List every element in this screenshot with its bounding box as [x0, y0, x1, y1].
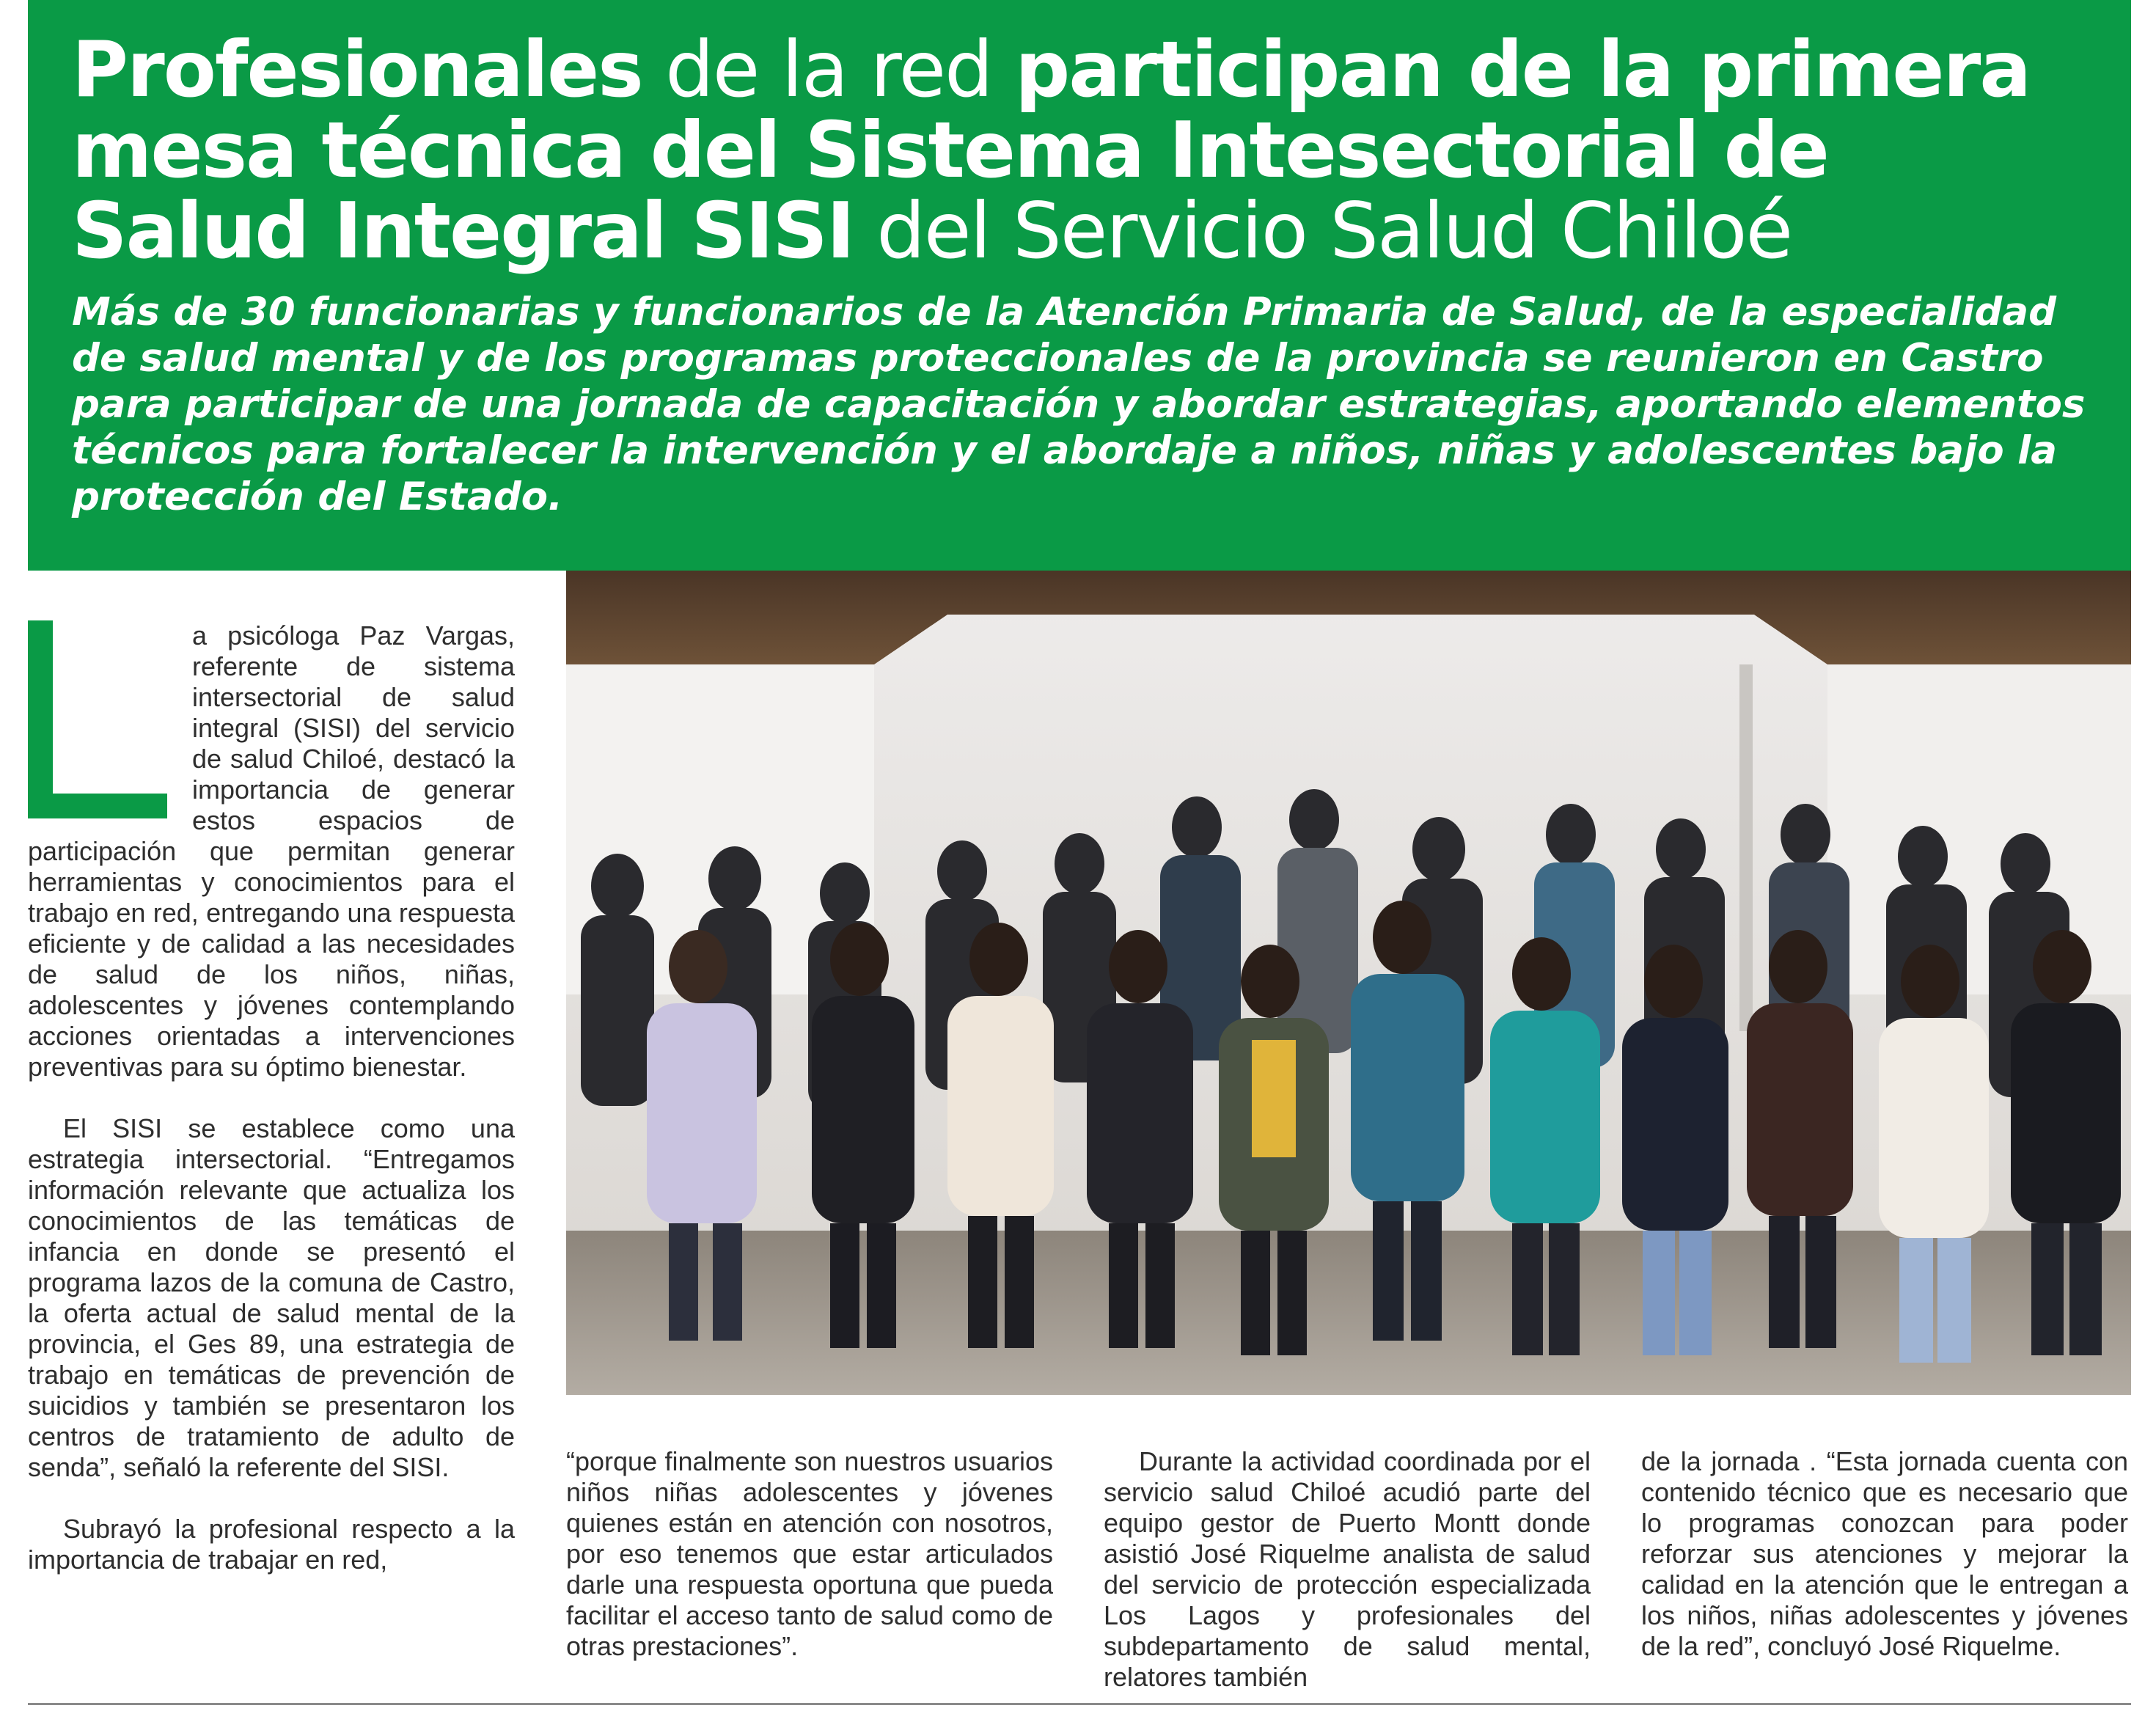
- bottom-divider: [28, 1703, 2131, 1705]
- headline-bold-2: participan de la primera mesa técnica del Sistema Intesectorial de Salud Integral SISI: [72, 25, 2031, 276]
- drop-cap-l: [28, 620, 167, 818]
- article-headline: [72, 25, 2087, 276]
- article-column-3: [1104, 1446, 1591, 1693]
- article-column-2: [566, 1446, 1053, 1662]
- lead-paragraph-text: a psicóloga Paz Vargas, referente de sistema intersectorial de salud integral (SISI) del servicio de salud Chiloé, destacó la importancia de generar estos espacios de participación que permitan generar herramientas y conocimientos para el trabajo en red, entregando una respuesta eficiente y de calidad a las necesidades de salud de los niños, niñas, adolescentes y jóvenes contemplando acciones orientadas a intervenciones preventivas para su óptimo bienestar.: [28, 620, 515, 1082]
- headline-light-1: de la red: [642, 25, 1016, 114]
- headline-banner: [28, 0, 2131, 571]
- headline-light-2: del Servicio Salud Chiloé: [853, 186, 1792, 276]
- paragraph-6: de la jornada . “Esta jornada cuenta con contenido técnico que es necesario que lo programas conozcan para poder reforzar sus atenciones y mejorar la calidad en la atención que le entregan a los niños, niñas adolescentes y jóvenes de la red”, concluyó José Riquelme.: [1641, 1446, 2128, 1661]
- group-photo: [566, 571, 2131, 1395]
- paragraph-2: El SISI se establece como una estrategia intersectorial. “Entregamos información relevante que actualiza los conocimientos de las temáticas de infancia en donde se presentó el programa lazos de la comuna de Castro, la oferta actual de salud mental de la provincia, el Ges 89, una estrategia de trabajo en temáticas de prevención de suicidios y también se presentaron los centros de tratamiento de adulto de senda”, señaló la referente del SISI.: [28, 1113, 515, 1482]
- headline-bold-1: Profesionales: [72, 25, 642, 114]
- paragraph-4: “porque finalmente son nuestros usuarios niños niñas adolescentes y jóvenes quienes están en atención con nosotros, por eso tenemos que estar articulados darle una respuesta oportuna que pueda facilitar el acceso tanto de salud como de otras prestaciones”.: [566, 1446, 1053, 1661]
- article-column-1: [28, 620, 515, 1575]
- lead-paragraph: [28, 620, 515, 1082]
- article-column-4: [1641, 1446, 2128, 1662]
- article-subtitle: Más de 30 funcionarias y funcionarios de la Atención Primaria de Salud, de la especialidad de salud mental y de los programas proteccionales de la provincia se reunieron en Castro para participar de una jornada de capacitación y abordar estrategias, aportando elementos técnicos para fortalecer la intervención y el abordaje a niños, niñas y adolescentes bajo la protección del Estado.: [72, 290, 2086, 519]
- paragraph-3: Subrayó la profesional respecto a la importancia de trabajar en red,: [28, 1514, 515, 1575]
- paragraph-5: Durante la actividad coordinada por el servicio salud Chiloé acudió parte del equipo gestor de Puerto Montt donde asistió José Riquelme analista de salud del servicio de protección especializada Los Lagos y profesionales del subdepartamento de salud mental, relatores también: [1104, 1446, 1591, 1692]
